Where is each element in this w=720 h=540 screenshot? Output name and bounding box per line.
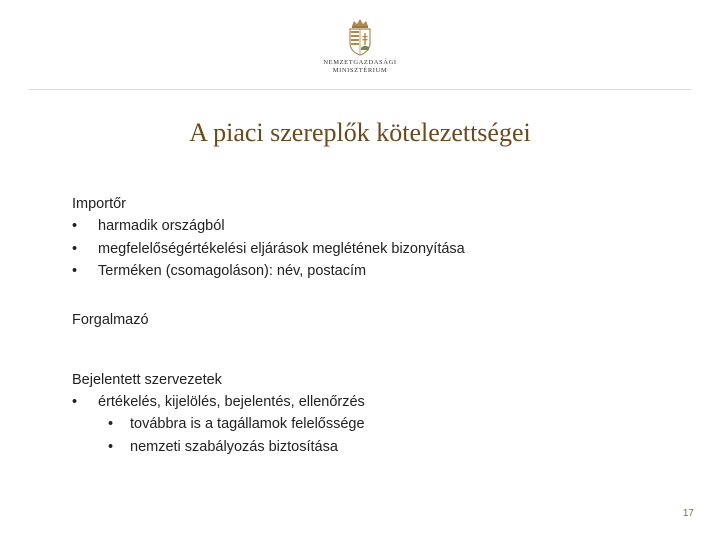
list-item: • Terméken (csomagoláson): név, postacím — [72, 260, 672, 283]
list-item: • harmadik országból — [72, 215, 672, 238]
list-item: • értékelés, kijelölés, bejelentés, ellenőrzés — [72, 391, 672, 414]
ministry-line-1: NEMZETGAZDASÁGI — [323, 59, 397, 66]
header — [0, 0, 720, 90]
section-title-forgalmazo: Forgalmazó — [72, 311, 149, 328]
coat-of-arms-icon — [346, 17, 374, 57]
sub-list-item: • továbbra is a tagállamok felelőssége — [72, 413, 672, 436]
list-item: • megfelelőségértékelési eljárások meglétének bizonyítása — [72, 238, 672, 261]
importor-bullet-list — [72, 215, 672, 283]
sub-list-item: • nemzeti szabályozás biztosítása — [72, 436, 672, 459]
bejelentett-sub-bullet-list — [72, 413, 672, 458]
bejelentett-bullet-list — [72, 391, 672, 414]
ministry-name — [290, 59, 430, 75]
ministry-line-2: MINISZTÉRIUM — [332, 67, 388, 74]
section-title-bejelentett: Bejelentett szervezetek — [72, 371, 222, 388]
page-number: 17 — [682, 508, 694, 519]
slide-content — [72, 193, 672, 458]
header-divider — [28, 89, 692, 90]
slide-title: A piaci szereplők kötelezettségei — [189, 118, 531, 147]
section-title-importor: Importőr — [72, 196, 126, 212]
